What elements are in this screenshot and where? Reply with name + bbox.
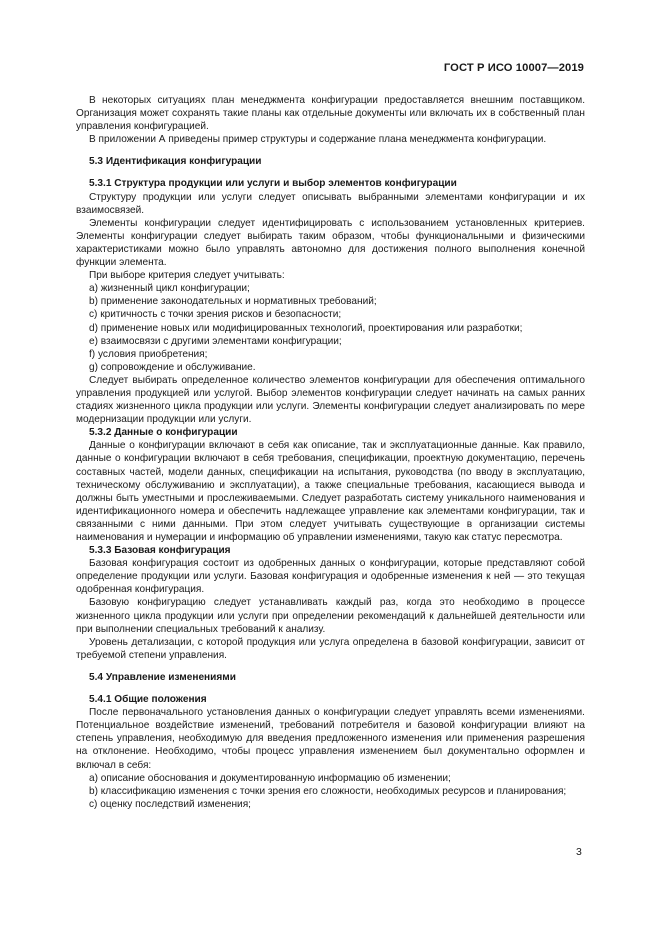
list-item: c) критичность с точки зрения рисков и безопасности; [89,309,342,321]
list-item: f) условия приобретения; [89,348,208,360]
paragraph: Структуру продукции или услуги следует описывать выбранными элементами конфигурации и их взаимосвязей. [76,191,585,216]
document-code-header: ГОСТ Р ИСО 10007—2019 [443,62,584,74]
list-item: c) оценку последствий изменения; [89,798,251,810]
section-heading-5-3: 5.3 Идентификация конфигурации [89,156,262,168]
list-item: a) описание обоснования и документированную информацию об изменении; [89,772,451,784]
list-item: d) применение новых или модифицированных технологий, проектирования или разработки; [89,322,523,334]
paragraph: Базовая конфигурация состоит из одобренных данных о конфигурации, которые представляют собой определение продукции или услуги. Базовая конфигурация и одобренные изменения к ней — это текущая одобренная конфигурация. [76,558,585,596]
page-body [76,94,585,811]
list-item: a) жизненный цикл конфигурации; [89,283,250,295]
subsection-heading-5-3-1: 5.3.1 Структура продукции или услуги и выбор элементов конфигурации [89,178,457,190]
subsection-heading-5-3-3: 5.3.3 Базовая конфигурация [89,545,231,557]
subsection-heading-5-4-1: 5.4.1 Общие положения [89,694,207,706]
subsection-heading-5-3-2: 5.3.2 Данные о конфигурации [89,427,238,439]
paragraph: В некоторых ситуациях план менеджмента конфигурации предоставляется внешним поставщиком. Организация может сохранять такие планы как отдельные документы или включать их в собственный план управления конфигурацией. [76,95,585,133]
section-heading-5-4: 5.4 Управление изменениями [89,671,236,683]
paragraph: Данные о конфигурации включают в себя как описание, так и эксплуатационные данные. Как правило, данные о конфигурации включают в себя требования, спецификации, проектную документацию, перечень составных частей, модели данных, спецификации на испытания, руководства (по вводу в эксплуатацию, техническому обслуживанию и эксплуатации), а также специальные требования, касающиеся вывода и должны быть уместными и прослеживаемыми. Следует разработать систему уникального наименования и идентификационного номера и обеспечить надлежащее управление как элементами конфигурации, так и связанными с ними данными. При этом следует учитывать существующие в организации системы наименования и нумерации и информацию об управлении изменениями, такую как статус пересмотра. [76,440,585,543]
paragraph: Базовую конфигурацию следует устанавливать каждый раз, когда это необходимо в процессе жизненного цикла продукции или услуги при определении рекомендаций к дальнейшей деятельности или при выполнении специальных требований к анализу. [76,597,585,635]
list-item: g) сопровождение и обслуживание. [89,361,256,373]
paragraph: После первоначального установления данных о конфигурации следует управлять всеми изменениями. Потенциальное воздействие изменений, требований потребителя и базовой конфигурации влияют на степень управления, необходимую для введения предложенного изменения или применения разрешения на отклонение. Необходимо, чтобы процесс управления изменением был документально оформлен и включал в себя: [76,707,585,771]
list-item: e) взаимосвязи с другими элементами конфигурации; [89,335,342,347]
paragraph: Элементы конфигурации следует идентифицировать с использованием установленных критериев. Элементы конфигурации следует выбирать таким образом, чтобы функциональными и физическими характеристиками можно было управлять автономно для достижения полного выполнения конечной функции элемента. [76,217,585,269]
list-item: b) применение законодательных и нормативных требований; [89,296,377,308]
list-item: b) классификацию изменения с точки зрения его сложности, необходимых ресурсов и планирования; [89,785,567,797]
paragraph: Следует выбирать определенное количество элементов конфигурации для обеспечения оптимального управления продукцией или услугой. Выбор элементов конфигурации следует начинать на самых ранних стадиях жизненного цикла продукции или услуги. Элементы конфигурации следует анализировать по мере модернизации продукции или услуги. [76,374,585,426]
paragraph: Уровень детализации, с которой продукция или услуга определена в базовой конфигурации, зависит от требуемой степени управления. [76,636,585,661]
page-number: 3 [576,846,582,858]
paragraph: В приложении А приведены пример структуры и содержание плана менеджмента конфигурации. [89,134,547,146]
paragraph: При выборе критерия следует учитывать: [89,270,285,282]
